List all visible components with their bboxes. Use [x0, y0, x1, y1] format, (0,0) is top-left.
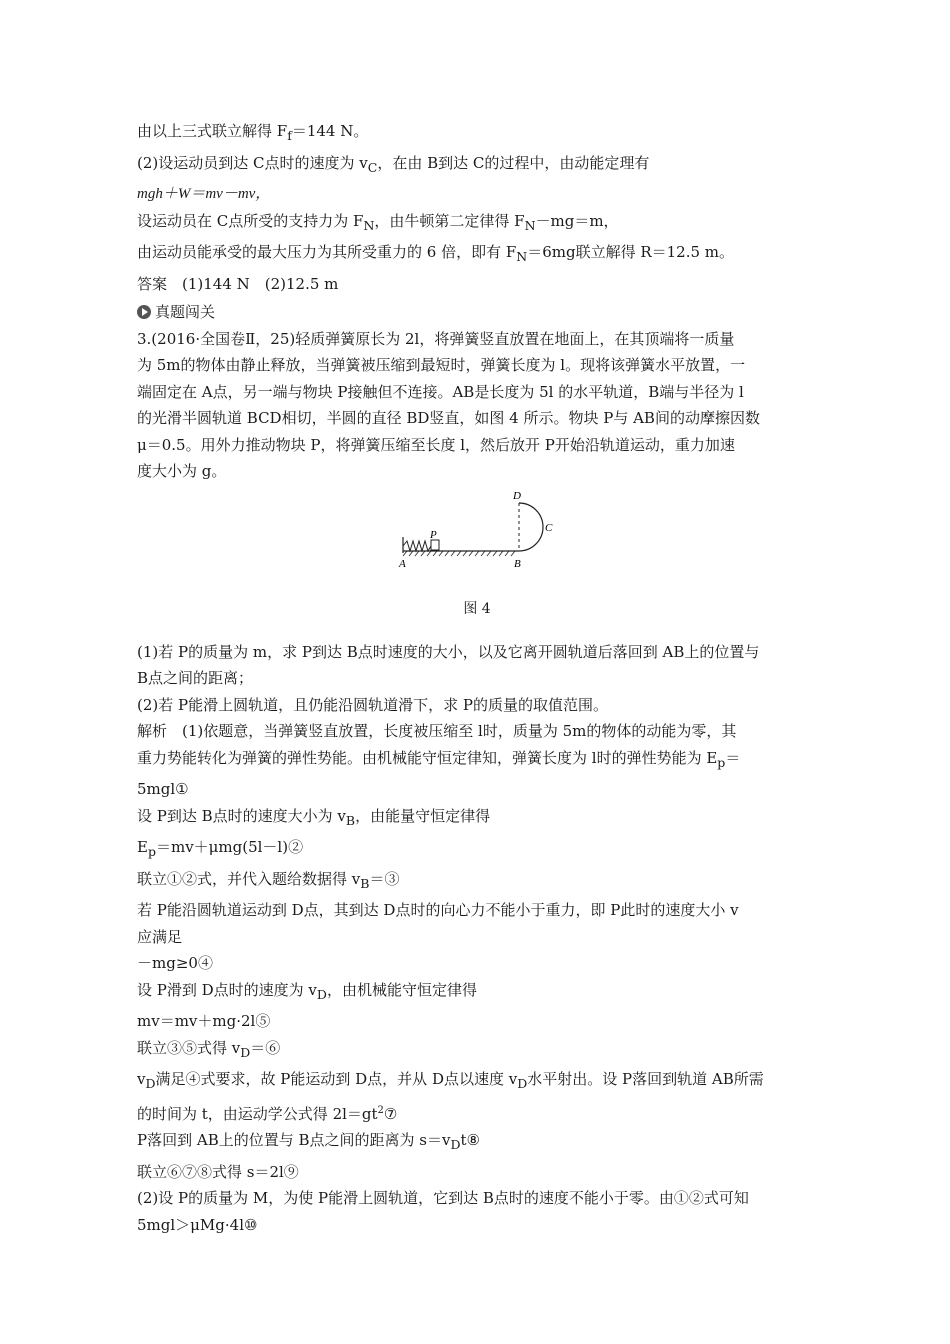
text: 水平射出。设 P落回到轨道 AB所需 — [527, 1070, 764, 1088]
text: ＝144 N。 — [291, 122, 369, 140]
document-page — [137, 118, 817, 1238]
text: E — [137, 838, 148, 856]
text: 满足④式要求，故 P能运动到 D点，并从 D点以速度 v — [155, 1070, 518, 1088]
text: ，由牛顿第二定律得 F — [374, 211, 525, 230]
question-line: (2)若 P能滑上圆轨道，且仍能沿圆轨道滑下，求 P的质量的取值范围。 — [137, 695, 608, 714]
section-title: 真题闯关 — [155, 303, 216, 321]
solution-line — [137, 1066, 817, 1098]
text: 联立③⑤式得 v — [137, 1038, 241, 1057]
figure-caption: 图 4 — [463, 600, 491, 617]
label-c: C — [545, 521, 553, 534]
text: 的时间为 t，由运动学公式得 2l＝gt — [137, 1104, 378, 1123]
text: 设 P滑到 D点时的速度为 v — [137, 980, 317, 999]
track-diagram — [137, 489, 817, 597]
text: 由以上三式联立解得 F — [137, 122, 288, 140]
subscript: f — [287, 128, 292, 143]
solution-line: 应满足 — [137, 927, 183, 946]
solution-line: 5mgl① — [137, 780, 189, 798]
question-line: B点之间的距离； — [137, 669, 254, 687]
formula-line: mgh＋W＝mv－mv， — [137, 186, 271, 202]
text: (2)设运动员到达 C点时的速度为 v — [137, 153, 368, 172]
problem-line: 3.(2016·全国卷Ⅱ，25)轻质弹簧原长为 2l，将弹簧竖直放置在地面上，在其顶端将一质量 — [137, 329, 735, 348]
text-line — [137, 118, 817, 150]
text: ＝ — [725, 748, 741, 767]
problem-line: 度大小为 g。 — [137, 462, 227, 480]
text: ＝mv＋μmg(5l－l)② — [155, 838, 304, 856]
subscript: p — [147, 844, 156, 859]
text: 设 P到达 B点时的速度大小为 v — [137, 806, 346, 825]
solution-line — [137, 803, 817, 835]
text-line — [137, 150, 817, 182]
text: t⑧ — [460, 1131, 480, 1149]
label-d: D — [513, 489, 521, 502]
subscript: N — [363, 217, 375, 233]
subscript: B — [345, 812, 356, 828]
block-p — [431, 540, 439, 550]
superscript: 2 — [377, 1104, 384, 1116]
text: ，由机械能守恒定律得 — [326, 980, 477, 999]
problem-line: μ＝0.5。用外力推动物块 P，将弹簧压缩至长度 l，然后放开 P开始沿轨道运动，重力加速 — [137, 435, 735, 454]
label-a: A — [399, 557, 406, 570]
answer-line: 答案 (1)144 N (2)12.5 m — [137, 274, 339, 293]
solution-line — [137, 1035, 817, 1067]
subscript: D — [145, 1076, 156, 1091]
subscript: D — [450, 1137, 461, 1152]
play-circle-icon — [137, 305, 151, 319]
text: ⑦ — [383, 1104, 398, 1123]
text: －mg＝m， — [535, 211, 619, 230]
solution-line — [137, 834, 817, 866]
text: 重力势能转化为弹簧的弹性势能。由机械能守恒定律知，弹簧长度为 l时的弹性势能为 E — [137, 748, 718, 767]
solution-line: 5mgl＞μMg·4l⑩ — [137, 1215, 258, 1234]
text-line — [137, 208, 817, 240]
label-p: P — [430, 528, 437, 541]
solution-line — [137, 1098, 817, 1128]
semicircle-track — [519, 503, 543, 551]
solution-line: (2)设 P的质量为 M，为使 P能滑上圆轨道，它到达 B点时的速度不能小于零。由①②式可知 — [137, 1189, 749, 1207]
text: 由运动员能承受的最大压力为其所受重力的 6 倍，即有 F — [137, 243, 517, 261]
subscript: N — [524, 217, 536, 233]
problem-line: 为 5m的物体由静止释放，当弹簧被压缩到最短时，弹簧长度为 l。现将该弹簧水平放置，一 — [137, 356, 746, 374]
text: 联立①②式，并代入题给数据得 v — [137, 869, 361, 888]
solution-line: －mg≥0④ — [137, 954, 213, 972]
subscript: C — [367, 159, 378, 175]
text: ＝6mg联立解得 R＝12.5 m。 — [527, 243, 735, 261]
solution-line — [137, 1127, 817, 1159]
text: P落回到 AB上的位置与 B点之间的距离为 s＝v — [137, 1131, 451, 1149]
ground-hatching — [403, 551, 515, 556]
text-line — [137, 239, 817, 271]
figure-4 — [137, 489, 817, 597]
text: ，由能量守恒定律得 — [355, 806, 491, 825]
solution-line — [137, 866, 817, 898]
text: 设运动员在 C点所受的支持力为 F — [137, 211, 364, 230]
solution-line: mv＝mv＋mg·2l⑤ — [137, 1012, 271, 1030]
text: ＝⑥ — [250, 1038, 281, 1057]
subscript: D — [517, 1076, 528, 1091]
spring — [403, 541, 431, 551]
problem-line: 的光滑半圆轨道 BCD相切，半圆的直径 BD竖直，如图 4 所示。物块 P与 AB间的动摩擦因数 — [137, 409, 760, 427]
solution-line — [137, 745, 817, 777]
problem-line: 端固定在 A点，另一端与物块 P接触但不连接。AB是长度为 5l 的水平轨道，B端与半径为 l — [137, 382, 744, 401]
text: ，在由 B到达 C的过程中，由动能定理有 — [377, 153, 650, 172]
solution-line: 解析 (1)依题意，当弹簧竖直放置，长度被压缩至 l时，质量为 5m的物体的动能为零，其 — [137, 722, 737, 740]
solution-line: 若 P能沿圆轨道运动到 D点，其到达 D点时的向心力不能小于重力，即 P此时的速度大小 v — [137, 901, 739, 919]
solution-line — [137, 977, 817, 1009]
subscript: N — [516, 249, 528, 264]
subscript: D — [316, 986, 327, 1002]
section-header — [137, 299, 817, 326]
label-b: B — [514, 557, 521, 570]
text: ＝③ — [369, 869, 400, 888]
solution-line: 联立⑥⑦⑧式得 s＝2l⑨ — [137, 1162, 299, 1181]
question-line: (1)若 P的质量为 m，求 P到达 B点时速度的大小，以及它离开圆轨道后落回到 AB上的位置与 — [137, 642, 760, 661]
subscript: B — [360, 875, 370, 891]
text: v — [137, 1070, 146, 1088]
subscript: p — [717, 754, 726, 770]
subscript: D — [240, 1044, 251, 1060]
